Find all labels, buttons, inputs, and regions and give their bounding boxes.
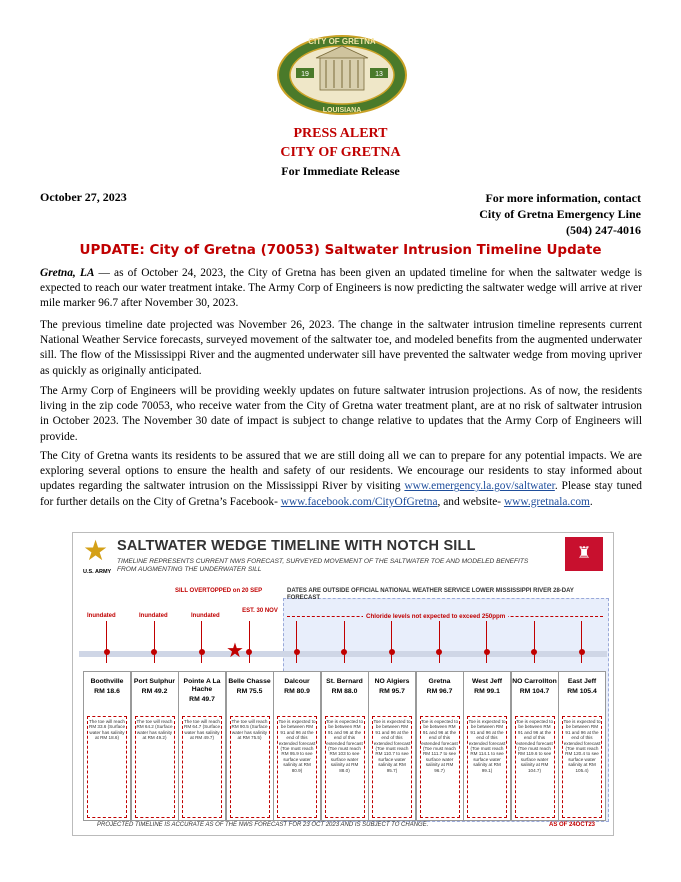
army-star-icon: ★ — [83, 535, 109, 566]
station-river-mile: RM 99.1 — [474, 688, 500, 695]
station-pin-dot — [341, 649, 347, 655]
station-card — [321, 671, 369, 821]
infographic-title: SALTWATER WEDGE TIMELINE WITH NOTCH SILL — [117, 538, 476, 554]
station-pin-stem — [486, 621, 487, 663]
station-name: Dalcour — [284, 678, 310, 685]
release-date: October 27, 2023 — [40, 190, 127, 204]
sill-star-icon: ★ — [226, 640, 244, 662]
station-river-mile: RM 80.9 — [284, 688, 310, 695]
station-name: NO Algiers — [374, 678, 410, 685]
station-river-mile: RM 49.7 — [189, 696, 215, 703]
seal-bottom-text: LOUISIANA — [322, 107, 362, 114]
station-card — [368, 671, 416, 821]
station-river-mile: RM 95.7 — [379, 688, 405, 695]
contact-line-2: City of Gretna Emergency Line — [479, 207, 641, 221]
station-note: The toe will reach RM 90.5 (Surface water has salinity at RM 75.5) — [230, 716, 270, 818]
station-pin-dot — [294, 649, 300, 655]
paragraph-4-text-a: The City of Gretna wants its residents to be assured that we are still doing all we can to prepare for any potential impacts. We are exploring several options to ensure the health and safety of our residents. We encourage our residents to stay informed about updates regarding the saltwater intrusion on the Mississippi River by visiting — [40, 450, 642, 493]
station-river-mile: RM 88.0 — [331, 688, 358, 695]
station-name: NO Carrollton — [512, 678, 557, 685]
seal-year-right: 13 — [375, 71, 383, 78]
est-date-label: EST. 30 NOV — [242, 608, 278, 614]
station-card — [511, 671, 559, 821]
saltwater-timeline-infographic — [72, 532, 614, 836]
station-river-mile: RM 49.2 — [141, 688, 168, 695]
paragraph-4-text-b: . Please stay tuned for further details on the City of Gretna’s Facebook- — [40, 480, 642, 508]
paragraph-1-text: — as of October 24, 2023, the City of Gretna has been given an updated timeline for when the saltwater wedge is expected to reach our water treatment intake. The Army Corp of Engineers is now predicting the saltwater wedge will arrive at river mile marker 96.7 after November 30, 2023. — [40, 267, 642, 310]
paragraph-4-text-c: , and website- — [437, 495, 504, 508]
update-title: UPDATE: City of Gretna (70053) Saltwater Intrusion Timeline Update — [79, 242, 602, 258]
contact-line-1: For more information, contact — [485, 191, 641, 205]
station-name: Belle Chasse — [228, 678, 271, 685]
station-note: The toe will reach RM 64.7 (Surface water has salinity at RM 49.7) — [182, 716, 222, 818]
station-pin-dot — [484, 649, 490, 655]
inundated-label-3: Inundated — [191, 613, 220, 619]
station-pin-stem — [534, 621, 535, 663]
inundated-label-2: Inundated — [139, 613, 168, 619]
emergency-link[interactable]: www.emergency.la.gov/saltwater — [404, 480, 555, 493]
station-note: The toe will reach RM 64.2 (Surface water has salinity at RM 49.2) — [135, 716, 175, 818]
station-pin-stem — [201, 621, 202, 663]
station-card — [558, 671, 606, 821]
station-card — [273, 671, 321, 821]
station-note: Toe is expected to be between RM 91 and 96 at the end of this extended forecast (Toe must reach RM 111.7 to see surface water salinity at RM 96.7) — [420, 716, 460, 818]
station-note: Toe is expected to be between RM 91 and 96 at the end of this extended forecast (Toe must reach RM 95.9 to see surface water salinity at RM 80.9) — [277, 716, 317, 818]
inundated-label-1: Inundated — [87, 613, 116, 619]
station-pin-stem — [439, 621, 440, 663]
station-note: Toe is expected to be between RM 91 and 96 at the end of this extended forecast (Toe must reach RM 119.6 to see surface water salinity at RM 104.7) — [515, 716, 555, 818]
station-card — [131, 671, 179, 821]
station-pin-dot — [531, 649, 537, 655]
station-pin-dot — [151, 649, 157, 655]
paragraph-2: The previous timeline date projected was November 26, 2023. The change in the saltwater intrusion timeline represents current National Weather Service forecasts, surveyed movement of the saltwater toe, and modeled benefits from the augmented underwater sill. The flow of the Mississippi River and the augmented underwater sill have prevented the saltwater wedge from moving upriver as quickly as originally anticipated. — [40, 319, 642, 377]
station-note: Toe is expected to be between RM 91 and 96 at the end of this extended forecast (Toe must reach RM 120.4 to see surface water salinity at RM 105.4) — [562, 716, 602, 818]
infographic-footnote: PROJECTED TIMELINE IS ACCURATE AS OF THE NWS FORECAST FOR 23 OCT 2023 AND IS SUBJECT TO CHANGE. — [97, 822, 429, 828]
station-card — [463, 671, 511, 821]
station-name: Boothville — [90, 678, 124, 685]
press-alert-heading: PRESS ALERT — [293, 126, 388, 141]
seal-year-left: 19 — [301, 71, 309, 78]
station-river-mile: RM 18.6 — [94, 688, 120, 695]
chloride-note: Chloride levels not expected to exceed 250ppm — [363, 613, 508, 620]
station-note: Toe is expected to be between RM 91 and 96 at the end of this extended forecast (Toe must reach RM 103 to see surface water salinity at RM 88.0) — [325, 716, 365, 818]
station-note: Toe is expected to be between RM 91 and 96 at the end of this extended forecast (Toe must reach RM 110.7 to see surface water salinity at RM 95.7) — [372, 716, 412, 818]
station-card — [416, 671, 464, 821]
station-card — [178, 671, 226, 821]
station-card — [226, 671, 274, 821]
station-name: East Jeff — [567, 678, 597, 685]
station-pin-stem — [581, 621, 582, 663]
dateline: Gretna, LA — [40, 267, 95, 279]
station-river-mile: RM 104.7 — [519, 688, 550, 695]
station-pin-stem — [249, 621, 250, 663]
us-army-label: U.S. ARMY — [83, 569, 112, 575]
station-name: West Jeff — [471, 678, 503, 685]
sill-overtopped-label: SILL OVERTOPPED on 20 SEP — [175, 588, 263, 594]
paragraph-4-text-d: . — [589, 495, 593, 508]
facebook-link[interactable]: www.facebook.com/CityOfGretna — [280, 495, 438, 508]
city-seal-logo — [276, 34, 408, 116]
paragraph-4 — [40, 449, 642, 510]
station-pin-dot — [579, 649, 585, 655]
station-name: Port Sulphur — [133, 678, 176, 685]
station-card — [83, 671, 131, 821]
station-pin-dot — [389, 649, 395, 655]
station-pin-dot — [246, 649, 252, 655]
contact-block — [479, 190, 641, 238]
seal-top-text: CITY OF GRETNA — [308, 37, 376, 46]
station-pin-stem — [106, 621, 107, 663]
station-pin-dot — [436, 649, 442, 655]
as-of-label: AS OF 24OCT23 — [549, 822, 596, 828]
city-heading: CITY OF GRETNA — [280, 145, 401, 160]
station-river-mile: RM 96.7 — [426, 688, 453, 695]
station-river-mile: RM 75.5 — [236, 688, 263, 695]
release-label: For Immediate Release — [281, 164, 400, 178]
station-name: Gretna — [428, 678, 451, 685]
infographic-subtitle: TIMELINE REPRESENTS CURRENT NWS FORECAST, SURVEYED MOVEMENT OF THE SALTWATER TOE AND MODELED BENEFITS FROM AUGMENTING THE UNDERWATER SILL — [117, 558, 529, 573]
station-name: Pointe A La Hache — [183, 678, 221, 693]
contact-phone: (504) 247-4016 — [566, 223, 641, 237]
station-note: Toe is expected to be between RM 91 and 96 at the end of this extended forecast (Toe must reach RM 114.1 to see surface water salinity at RM 99.1) — [467, 716, 507, 818]
station-river-mile: RM 105.4 — [567, 688, 597, 695]
website-link[interactable]: www.gretnala.com — [503, 495, 590, 508]
dates-note: DATES ARE OUTSIDE OFFICIAL NATIONAL WEATHER SERVICE LOWER MISSISSIPPI RIVER 28-DAY FORECAST — [287, 588, 574, 601]
paragraph-3: The Army Corp of Engineers will be providing weekly updates on future saltwater intrusion projections. As of now, the residents living in the zip code 70053, who receive water from the City of Gretna water treatment plant, are at no risk of saltwater intrusion in October 2023. The November 30 date of impact is subject to change relative to updates that the Army Corp of Engineers will provide. — [40, 385, 642, 443]
usace-castle-icon: ♜ — [565, 537, 603, 571]
station-pin-dot — [104, 649, 110, 655]
station-name: St. Bernard — [326, 678, 363, 685]
station-pin-stem — [344, 621, 345, 663]
station-pin-dot — [199, 649, 205, 655]
station-pin-stem — [154, 621, 155, 663]
station-pin-stem — [296, 621, 297, 663]
paragraph-1 — [40, 266, 642, 312]
station-note: The toe will reach RM 33.6 (Surface water has salinity at RM 18.6) — [87, 716, 127, 818]
station-pin-stem — [391, 621, 392, 663]
